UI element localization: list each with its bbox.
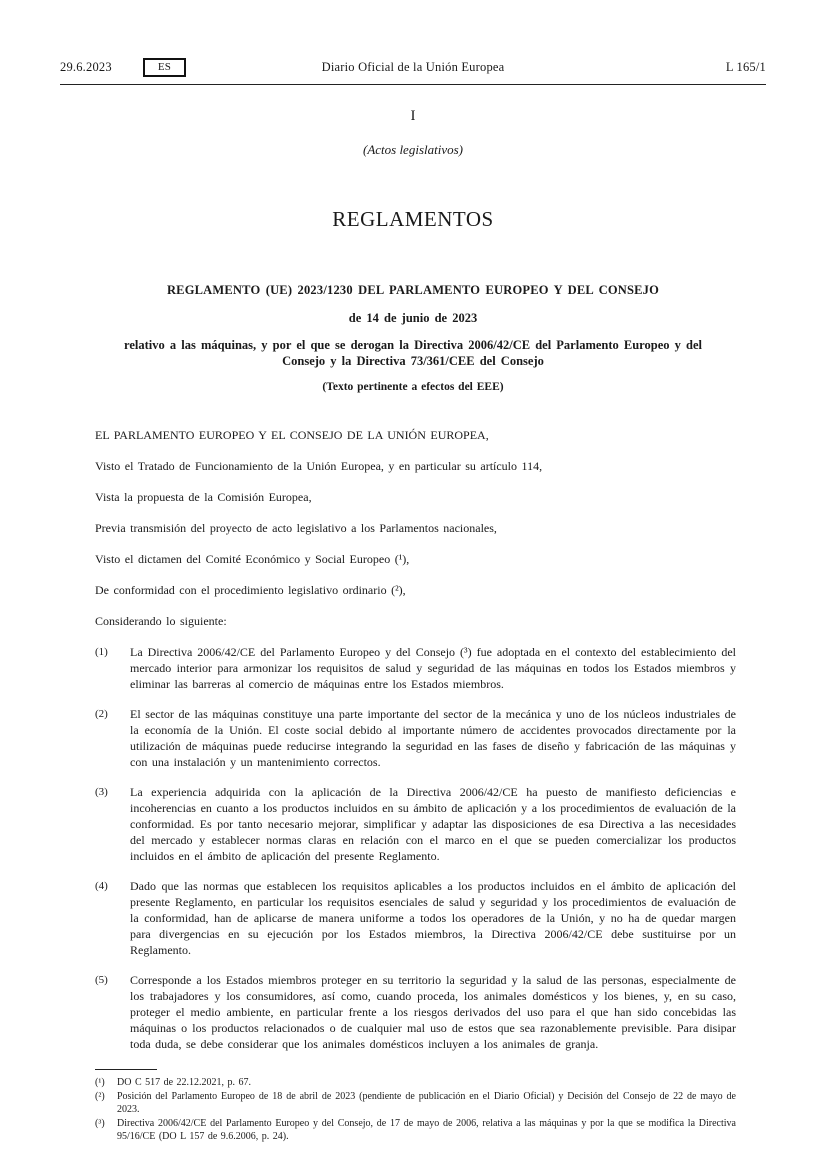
footnote-text: Posición del Parlamento Europeo de 18 de abril de 2023 (pendiente de publicación en el Diario Oficial) y Decisión del Consejo de 22 de mayo de 2023. xyxy=(117,1090,736,1115)
section-number: I xyxy=(410,108,416,124)
document-body xyxy=(95,427,736,1052)
recital-number: (3) xyxy=(95,786,108,798)
recital-text: Dado que las normas que establecen los requisitos aplicables a los productos incluidos en el ámbito de aplicación del presente Reglamento, en particular los requisitos esenciales de salud y seguridad y los procedimientos de evaluación de la conformidad, han de aplicarse de manera uniforme a todos los operadores de la Unión, y no ha de quedar margen para divergencias en su ejecución por los Estados miembros, la Directiva 2006/42/CE debe sustituirse por un Reglamento. xyxy=(130,879,736,957)
preamble-citation-treaty: Visto el Tratado de Funcionamiento de la Unión Europea, y en particular su artículo 114, xyxy=(95,459,543,473)
regulation-date: de 14 de junio de 2023 xyxy=(348,311,478,325)
preamble-whereas-lead: Considerando lo siguiente: xyxy=(95,614,227,628)
header-divider xyxy=(60,84,766,85)
recital-text: La experiencia adquirida con la aplicación de la Directiva 2006/42/CE ha puesto de manifiesto deficiencias e incoherencias en cuanto a los productos incluidos en su ámbito de aplicación y a los procedimientos de evaluación de la conformidad. Es por tanto necesario mejorar, simplificar y adaptar las disposiciones de esa Directiva a las necesidades del mercado y establecer normas claras en relación con el marco en el que se pueden comercializar los productos incluidos en el ámbito de aplicación del presente Reglamento. xyxy=(130,785,736,863)
preamble-enacting-institutions: EL PARLAMENTO EUROPEO Y EL CONSEJO DE LA UNIÓN EUROPEA, xyxy=(95,428,489,442)
page-header xyxy=(60,58,766,77)
recital-item-1 xyxy=(95,644,736,692)
recital-item-3 xyxy=(95,784,736,864)
journal-title: Diario Oficial de la Unión Europea xyxy=(321,60,505,74)
preamble-citation-proposal: Vista la propuesta de la Comisión Europea, xyxy=(95,490,312,504)
recital-number: (1) xyxy=(95,646,108,658)
footnote-marker: (²) xyxy=(95,1090,105,1102)
footnote-3 xyxy=(95,1117,736,1144)
footnote-1 xyxy=(95,1076,736,1090)
recital-number: (2) xyxy=(95,708,108,720)
recital-number: (4) xyxy=(95,880,108,892)
regulation-subject: relativo a las máquinas, y por el que se derogan la Directiva 2006/42/CE del Parlamento Europeo y del Consejo y la Directiva 73/361/CEE del Consejo xyxy=(124,338,702,368)
recital-item-4 xyxy=(95,878,736,958)
footnote-marker: (¹) xyxy=(95,1077,105,1088)
footnotes-section xyxy=(95,1069,736,1144)
recital-text: La Directiva 2006/42/CE del Parlamento Europeo y del Consejo (³) fue adoptada en el contexto del establecimiento del mercado interior para armonizar los requisitos de salud y seguridad de las máquinas en todos los Estados miembros y eliminar las barreras al comercio de máquinas entre los Estados miembros. xyxy=(130,645,736,691)
recital-item-5 xyxy=(95,972,736,1052)
preamble-citation-eesc-opinion: Visto el dictamen del Comité Económico y Social Europeo (¹), xyxy=(95,552,410,566)
preamble-citation-procedure: De conformidad con el procedimiento legislativo ordinario (²), xyxy=(95,583,406,597)
header-left xyxy=(60,58,322,77)
preamble xyxy=(95,427,736,629)
footnote-divider xyxy=(95,1069,157,1070)
recital-number: (5) xyxy=(95,974,108,986)
regulation-title: REGLAMENTO (UE) 2023/1230 DEL PARLAMENTO EUROPEO Y DEL CONSEJO xyxy=(166,283,660,297)
recital-item-2 xyxy=(95,706,736,770)
language-badge: ES xyxy=(143,58,186,77)
section-heading: REGLAMENTOS xyxy=(332,207,494,231)
footnote-2 xyxy=(95,1090,736,1117)
preamble-citation-transmission: Previa transmisión del proyecto de acto legislativo a los Parlamentos nacionales, xyxy=(95,521,497,535)
recital-text: Corresponde a los Estados miembros proteger en su territorio la seguridad y la salud de las personas, especialmente de los trabajadores y los consumidores, así como, cuando proceda, los animales domésticos y los bienes, y, en su caso, proteger el medio ambiente, en particular frente a los riesgos derivados del uso para el que han sido concebidas las máquinas o los productos relacionados o de cualquier mal uso de estos que sea razonablemente previsible. Para disipar toda duda, se debe considerar que los animales domésticos incluyen a los animales de granja. xyxy=(130,973,736,1051)
eee-relevance-note: (Texto pertinente a efectos del EEE) xyxy=(322,381,504,393)
publication-date: 29.6.2023 xyxy=(60,60,112,74)
footnote-marker: (³) xyxy=(95,1117,105,1129)
recital-text: El sector de las máquinas constituye una parte importante del sector de la mecánica y uno de los núcleos industriales de la economía de la Unión. El coste social debido al importante número de accidentes provocados directamente por la utilización de máquinas puede reducirse integrando la seguridad en las fases de diseño y fabricación de las máquinas y con una instalación y un mantenimiento correctos. xyxy=(130,707,736,769)
section-subtitle: (Actos legislativos) xyxy=(362,142,463,157)
recitals-list xyxy=(95,644,736,1052)
footnote-text: Directiva 2006/42/CE del Parlamento Europeo y del Consejo, de 17 de mayo de 2006, relativa a las máquinas y por la que se modifica la Directiva 95/16/CE (DO L 157 de 9.6.2006, p. 24). xyxy=(117,1117,736,1142)
footnote-text: DO C 517 de 22.12.2021, p. 67. xyxy=(117,1077,252,1088)
page-reference: L 165/1 xyxy=(725,60,766,74)
